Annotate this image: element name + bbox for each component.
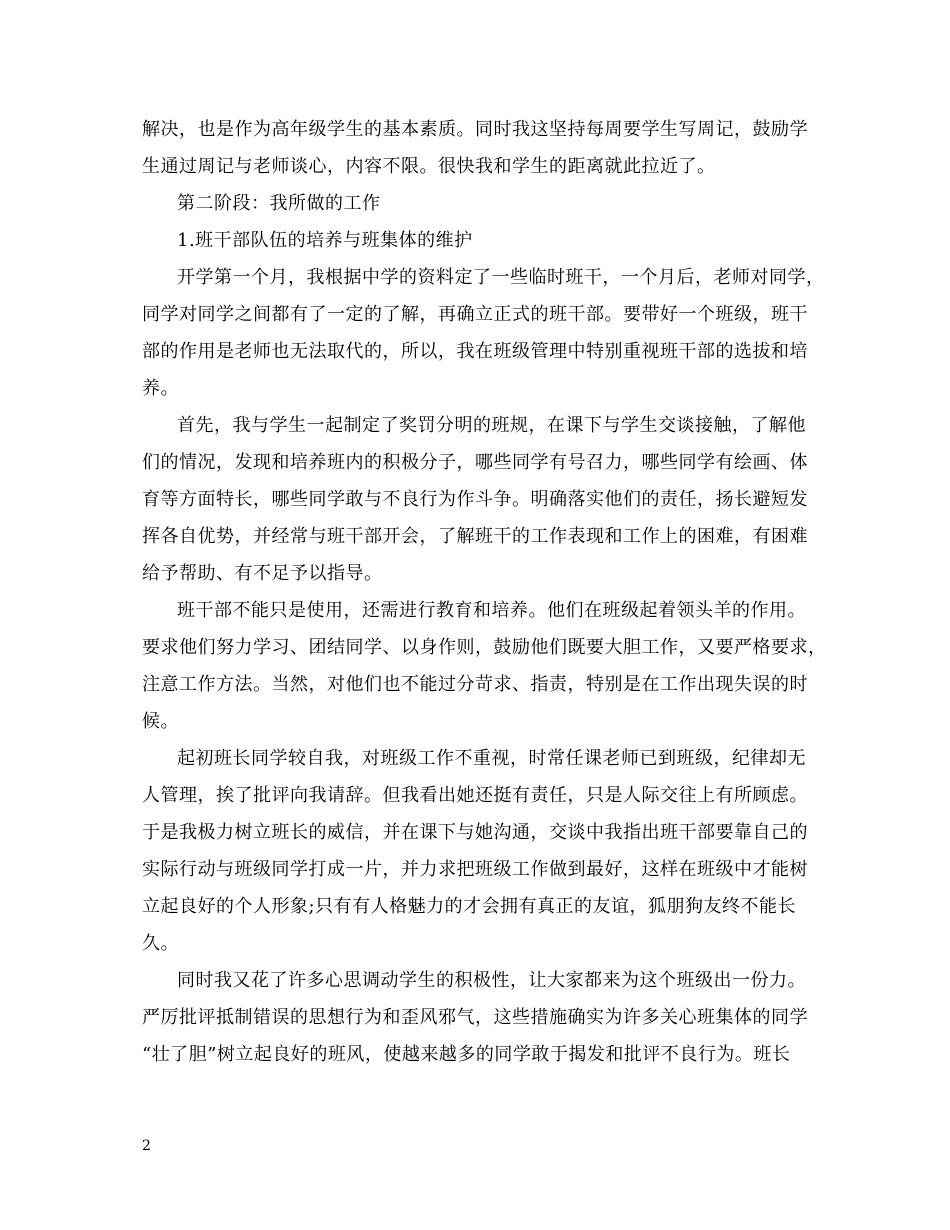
subsection-heading: 1.班干部队伍的培养与班集体的维护 — [177, 230, 473, 251]
paragraph-start: 起初班长同学较自我，对班级工作不重视，时常任课老师已到班级，纪律却无 — [177, 748, 806, 769]
text-line: 解决，也是作为高年级学生的基本素质。同时我这坚持每周要学生写周记，鼓励学 — [142, 119, 808, 140]
text-line: 要求他们努力学习、团结同学、以身作则，鼓励他们既要大胆工作，又要严格要求， — [142, 637, 827, 658]
text-line: 立起良好的个人形象;只有有人格魅力的才会拥有真正的友谊，狐朋狗友终不能长 — [142, 896, 797, 917]
text-line: 久。 — [142, 933, 179, 954]
text-line: 同学对同学之间都有了一定的了解，再确立正式的班干部。要带好一个班级，班干 — [142, 304, 808, 325]
text-line: 严厉批评抵制错误的思想行为和歪风邪气，这些措施确实为许多关心班集体的同学 — [142, 1007, 808, 1028]
text-line: 候。 — [142, 711, 179, 732]
paragraph-start: 开学第一个月，我根据中学的资料定了一些临时班干，一个月后，老师对同学， — [177, 267, 825, 288]
text-line: 人管理，挨了批评向我请辞。但我看出她还挺有责任，只是人际交往上有所顾虑。 — [142, 785, 808, 806]
section-heading: 第二阶段：我所做的工作 — [177, 193, 381, 214]
text-line: 养。 — [142, 378, 179, 399]
text-line: 们的情况，发现和培养班内的积极分子，哪些同学有号召力，哪些同学有绘画、体 — [142, 452, 808, 473]
paragraph-start: 同时我又花了许多心思调动学生的积极性，让大家都来为这个班级出一份力。 — [177, 970, 806, 991]
text-line: 实际行动与班级同学打成一片，并力求把班级工作做到最好，这样在班级中才能树 — [142, 859, 808, 880]
text-line: 挥各自优势，并经常与班干部开会，了解班干的工作表现和工作上的困难，有困难 — [142, 526, 808, 547]
page-number: 2 — [142, 1138, 151, 1154]
paragraph-start: 班干部不能只是使用，还需进行教育和培养。他们在班级起着领头羊的作用。 — [177, 600, 806, 621]
text-line: 于是我极力树立班长的威信，并在课下与她沟通，交谈中我指出班干部要靠自己的 — [142, 822, 808, 843]
text-line: “壮了胆”树立起良好的班风，使越来越多的同学敢于揭发和批评不良行为。班长 — [142, 1044, 791, 1065]
text-line: 生通过周记与老师谈心，内容不限。很快我和学生的距离就此拉近了。 — [142, 156, 716, 177]
paragraph-start: 首先，我与学生一起制定了奖罚分明的班规，在课下与学生交谈接触，了解他 — [177, 415, 806, 436]
text-line: 给予帮助、有不足予以指导。 — [142, 563, 383, 584]
text-line: 育等方面特长，哪些同学敢与不良行为作斗争。明确落实他们的责任，扬长避短发 — [142, 489, 808, 510]
text-line: 部的作用是老师也无法取代的，所以，我在班级管理中特别重视班干部的选拔和培 — [142, 341, 808, 362]
text-line: 注意工作方法。当然，对他们也不能过分苛求、指责，特别是在工作出现失误的时 — [142, 674, 808, 695]
